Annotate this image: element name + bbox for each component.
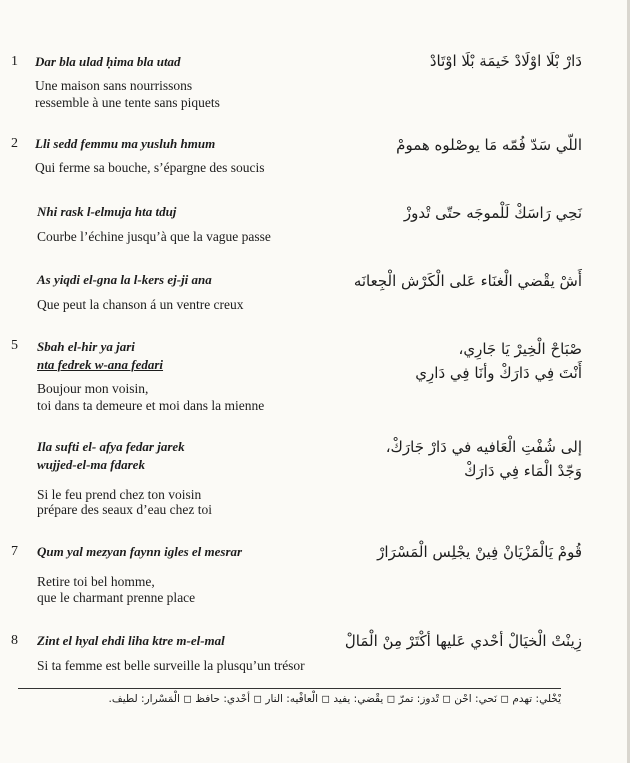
proverb-transliteration: Zint el hyal ehdi liha ktre m-el-mal	[37, 633, 225, 648]
proverb-number: 5	[11, 338, 18, 353]
proverb-translation-line: Retire toi bel homme,	[37, 574, 155, 589]
proverb-translation-line: Qui ferme sa bouche, s’épargne des soucis	[35, 160, 265, 175]
proverb-arabic: إلى شُفْتِ الْعَافيه في دَارْ جَارَكْ،	[385, 438, 582, 456]
proverb-translation-line: que le charmant prenne place	[37, 590, 196, 605]
proverb-arabic: وَجّدْ الْمَاء فِي دَارَكْ	[464, 462, 582, 480]
proverb-arabic: صْبَاحْ الْخِيرْ يَا جَارِي،	[458, 340, 582, 358]
proverb-translation-line: Que peut la chanson á un ventre creux	[37, 297, 244, 312]
proverb-arabic: اللّي سَدّ فُمّه مَا يوصْلوه همومْ	[396, 136, 582, 154]
proverb-translation-line: Une maison sans nourrissons	[35, 78, 193, 93]
footnote-divider	[18, 688, 561, 689]
proverb-translation-line: Si ta femme est belle surveille la plusqu’un trésor	[37, 658, 305, 673]
proverb-number: 8	[11, 633, 18, 648]
proverb-transliteration: Lli sedd femmu ma yusluh hmum	[35, 136, 216, 151]
proverb-arabic: دَارْ بْلَا اوْلَادْ خَيمَة بْلَا اوْتَادْ	[429, 52, 582, 70]
glossary-footnote: يْخْلي: تهدم ◻ نَحي: احْن ◻ تْدوز: تمرّ ◻ يقْضي: يفيد ◻ الْعافْيه: النار ◻ أحْدي: حافظ ◻ الْمَسْرار: لطيف.	[108, 693, 561, 705]
proverb-transliteration: Qum yal mezyan faynn igles el mesrar	[37, 544, 243, 559]
proverb-transliteration: Dar bla ulad ḥima bla utad	[35, 54, 181, 69]
proverb-transliteration: Sbah el-hir ya jari	[37, 339, 135, 354]
proverb-arabic: قُومْ يَالْمَزْيَانْ فِينْ يجْلِس الْمَسْرَارْ	[377, 543, 582, 561]
proverb-translation-line: prépare des seaux d’eau chez toi	[37, 502, 213, 517]
proverb-number: 1	[11, 54, 18, 69]
proverb-translation-line: toi dans ta demeure et moi dans la mienne	[37, 398, 265, 413]
proverb-transliteration-line2: nta fedrek w-ana fedari	[37, 357, 164, 372]
proverb-transliteration-line2: wujjed-el-ma fdarek	[37, 457, 145, 472]
proverb-arabic: أَنْتَ فِي دَارَكْ وأنَا فِي دَارِي	[415, 364, 582, 382]
proverb-number: 2	[11, 136, 18, 151]
proverb-transliteration: Nhi rask l-elmuja hta tduj	[37, 204, 177, 219]
proverb-translation-line: ressemble à une tente sans piquets	[35, 95, 220, 110]
proverb-translation-line: Boujour mon voisin,	[37, 381, 149, 396]
proverb-transliteration: Ila sufti el- afya fedar jarek	[37, 439, 185, 454]
proverb-number: 7	[11, 544, 18, 559]
proverb-arabic: أَشْ يقْضي الْغنَاء عَلى الْكَرْش الْجِعانَه	[353, 272, 582, 290]
proverb-arabic: زِينْتْ الْخيَالْ أحْدي عَليها أكْتَرْ مِنْ الْمَالْ	[344, 632, 582, 650]
proverb-transliteration: As yiqdi el-gna la l-kers ej-ji ana	[37, 272, 212, 287]
proverb-translation-line: Si le feu prend chez ton voisin	[37, 487, 202, 502]
proverb-arabic: نَحِي رَاسَكْ لَلْموجَه حتّى تْدوزْ	[403, 204, 582, 222]
proverb-translation-line: Courbe l’échine jusqu’à que la vague passe	[37, 229, 271, 244]
